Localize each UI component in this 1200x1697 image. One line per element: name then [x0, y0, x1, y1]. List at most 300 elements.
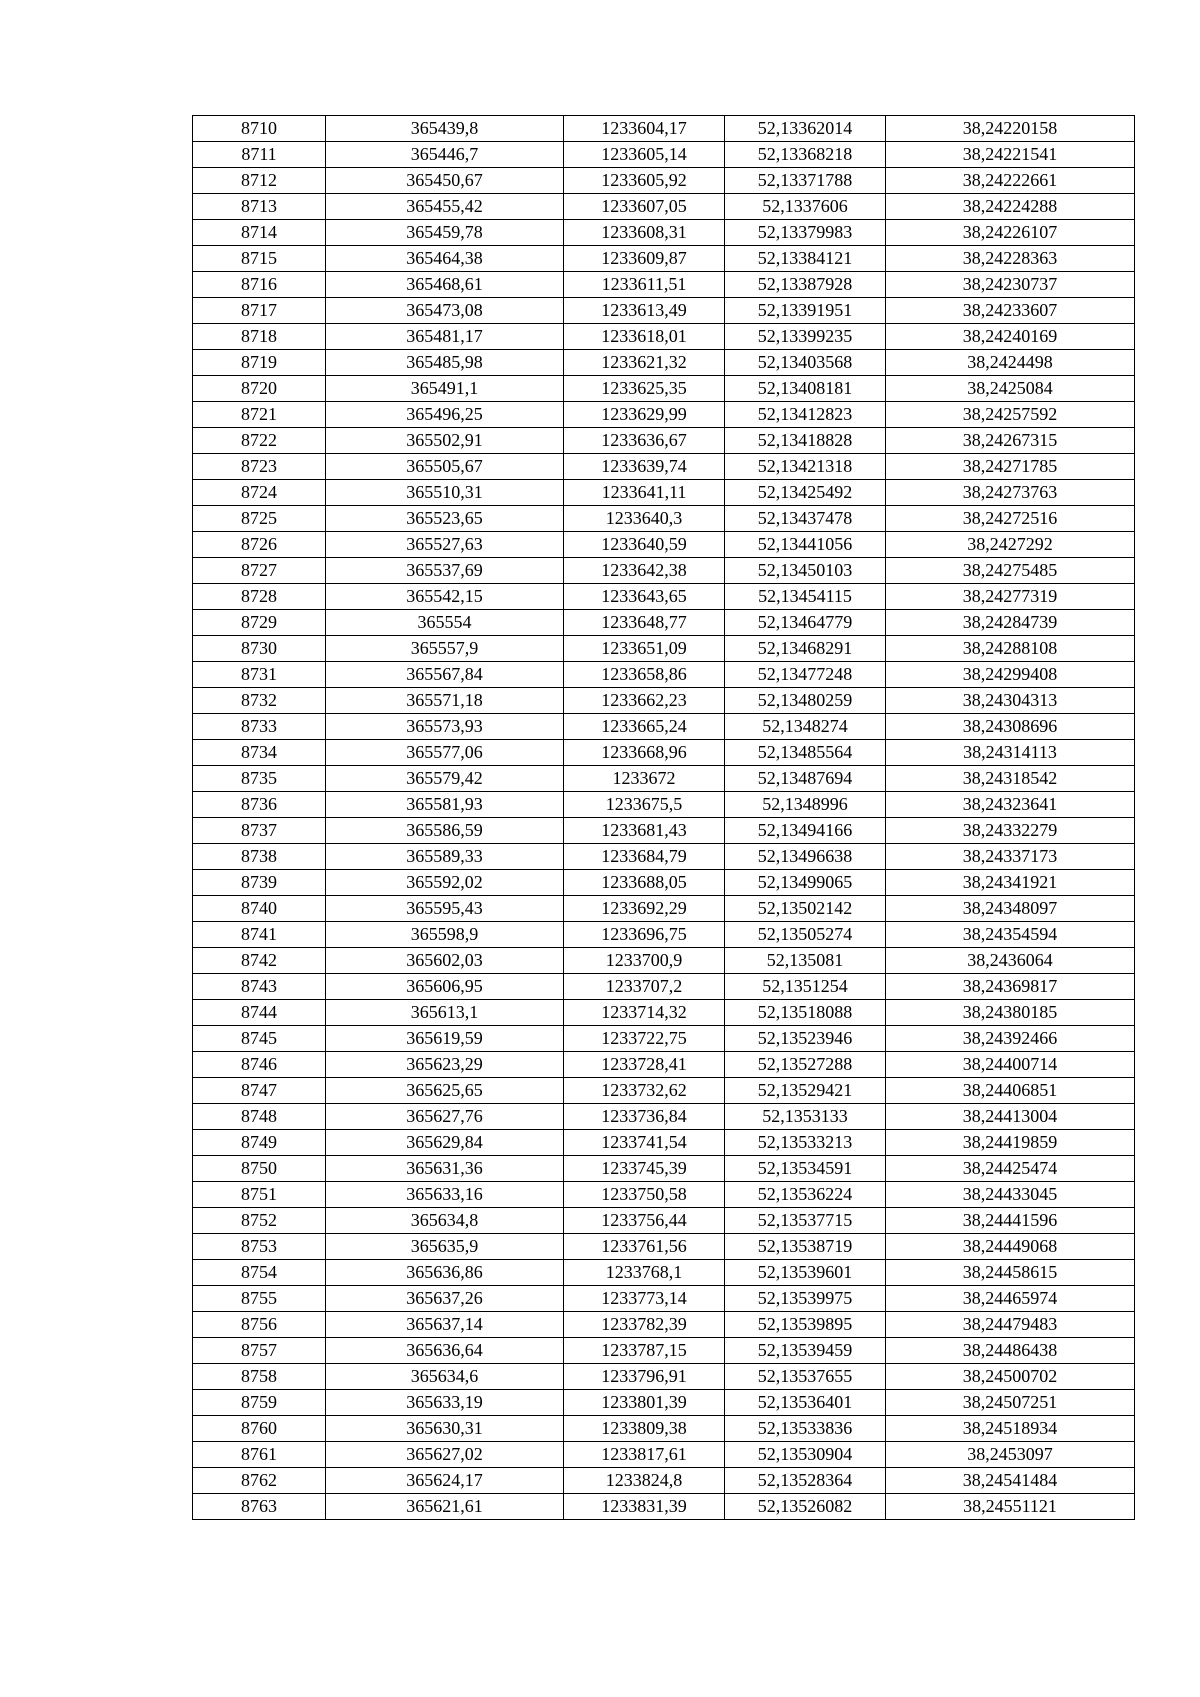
latitude-cell: 52,13368218	[725, 142, 886, 168]
longitude-cell: 38,24551121	[886, 1494, 1135, 1520]
table-row	[193, 922, 1135, 948]
latitude-cell: 52,13441056	[725, 532, 886, 558]
longitude-cell: 38,24354594	[886, 922, 1135, 948]
table-row	[193, 1026, 1135, 1052]
longitude-cell: 38,24337173	[886, 844, 1135, 870]
table-row	[193, 116, 1135, 142]
latitude-cell: 52,13480259	[725, 688, 886, 714]
y-coordinate-cell: 1233643,65	[564, 584, 725, 610]
y-coordinate-cell: 1233796,91	[564, 1364, 725, 1390]
latitude-cell: 52,13454115	[725, 584, 886, 610]
x-coordinate-cell: 365634,8	[326, 1208, 564, 1234]
longitude-cell: 38,24449068	[886, 1234, 1135, 1260]
latitude-cell: 52,13528364	[725, 1468, 886, 1494]
y-coordinate-cell: 1233675,5	[564, 792, 725, 818]
longitude-cell: 38,24479483	[886, 1312, 1135, 1338]
table-row	[193, 194, 1135, 220]
point-number-cell: 8722	[193, 428, 326, 454]
latitude-cell: 52,13408181	[725, 376, 886, 402]
y-coordinate-cell: 1233809,38	[564, 1416, 725, 1442]
point-number-cell: 8721	[193, 402, 326, 428]
latitude-cell: 52,13412823	[725, 402, 886, 428]
latitude-cell: 52,13533213	[725, 1130, 886, 1156]
y-coordinate-cell: 1233605,14	[564, 142, 725, 168]
latitude-cell: 52,13505274	[725, 922, 886, 948]
point-number-cell: 8744	[193, 1000, 326, 1026]
point-number-cell: 8729	[193, 610, 326, 636]
table-row	[193, 506, 1135, 532]
table-row	[193, 714, 1135, 740]
longitude-cell: 38,24518934	[886, 1416, 1135, 1442]
table-row	[193, 1338, 1135, 1364]
x-coordinate-cell: 365633,19	[326, 1390, 564, 1416]
table-row	[193, 584, 1135, 610]
table-row	[193, 766, 1135, 792]
longitude-cell: 38,24267315	[886, 428, 1135, 454]
x-coordinate-cell: 365464,38	[326, 246, 564, 272]
longitude-cell: 38,2424498	[886, 350, 1135, 376]
y-coordinate-cell: 1233613,49	[564, 298, 725, 324]
table-row	[193, 1390, 1135, 1416]
table-row	[193, 1104, 1135, 1130]
x-coordinate-cell: 365496,25	[326, 402, 564, 428]
x-coordinate-cell: 365579,42	[326, 766, 564, 792]
longitude-cell: 38,24392466	[886, 1026, 1135, 1052]
y-coordinate-cell: 1233801,39	[564, 1390, 725, 1416]
table-row	[193, 324, 1135, 350]
y-coordinate-cell: 1233817,61	[564, 1442, 725, 1468]
latitude-cell: 52,13468291	[725, 636, 886, 662]
point-number-cell: 8734	[193, 740, 326, 766]
longitude-cell: 38,24500702	[886, 1364, 1135, 1390]
longitude-cell: 38,24222661	[886, 168, 1135, 194]
point-number-cell: 8759	[193, 1390, 326, 1416]
table-row	[193, 298, 1135, 324]
longitude-cell: 38,24541484	[886, 1468, 1135, 1494]
table-row	[193, 1182, 1135, 1208]
coordinates-table	[192, 115, 1135, 1520]
x-coordinate-cell: 365473,08	[326, 298, 564, 324]
longitude-cell: 38,24288108	[886, 636, 1135, 662]
longitude-cell: 38,24304313	[886, 688, 1135, 714]
y-coordinate-cell: 1233773,14	[564, 1286, 725, 1312]
y-coordinate-cell: 1233639,74	[564, 454, 725, 480]
table-row	[193, 1052, 1135, 1078]
coordinates-table-body	[193, 116, 1135, 1520]
latitude-cell: 52,1348996	[725, 792, 886, 818]
table-row	[193, 402, 1135, 428]
y-coordinate-cell: 1233684,79	[564, 844, 725, 870]
point-number-cell: 8717	[193, 298, 326, 324]
x-coordinate-cell: 365595,43	[326, 896, 564, 922]
point-number-cell: 8762	[193, 1468, 326, 1494]
x-coordinate-cell: 365637,14	[326, 1312, 564, 1338]
latitude-cell: 52,1353133	[725, 1104, 886, 1130]
x-coordinate-cell: 365505,67	[326, 454, 564, 480]
longitude-cell: 38,24380185	[886, 1000, 1135, 1026]
longitude-cell: 38,24458615	[886, 1260, 1135, 1286]
longitude-cell: 38,24226107	[886, 220, 1135, 246]
x-coordinate-cell: 365621,61	[326, 1494, 564, 1520]
y-coordinate-cell: 1233668,96	[564, 740, 725, 766]
point-number-cell: 8747	[193, 1078, 326, 1104]
x-coordinate-cell: 365459,78	[326, 220, 564, 246]
longitude-cell: 38,24323641	[886, 792, 1135, 818]
x-coordinate-cell: 365586,59	[326, 818, 564, 844]
table-row	[193, 662, 1135, 688]
latitude-cell: 52,13530904	[725, 1442, 886, 1468]
y-coordinate-cell: 1233618,01	[564, 324, 725, 350]
latitude-cell: 52,1337606	[725, 194, 886, 220]
longitude-cell: 38,24348097	[886, 896, 1135, 922]
point-number-cell: 8745	[193, 1026, 326, 1052]
longitude-cell: 38,2425084	[886, 376, 1135, 402]
point-number-cell: 8738	[193, 844, 326, 870]
y-coordinate-cell: 1233692,29	[564, 896, 725, 922]
x-coordinate-cell: 365630,31	[326, 1416, 564, 1442]
table-row	[193, 636, 1135, 662]
latitude-cell: 52,13485564	[725, 740, 886, 766]
point-number-cell: 8712	[193, 168, 326, 194]
latitude-cell: 52,13538719	[725, 1234, 886, 1260]
x-coordinate-cell: 365502,91	[326, 428, 564, 454]
longitude-cell: 38,24486438	[886, 1338, 1135, 1364]
y-coordinate-cell: 1233604,17	[564, 116, 725, 142]
latitude-cell: 52,13537715	[725, 1208, 886, 1234]
table-row	[193, 272, 1135, 298]
x-coordinate-cell: 365450,67	[326, 168, 564, 194]
latitude-cell: 52,13499065	[725, 870, 886, 896]
x-coordinate-cell: 365446,7	[326, 142, 564, 168]
y-coordinate-cell: 1233648,77	[564, 610, 725, 636]
longitude-cell: 38,24369817	[886, 974, 1135, 1000]
x-coordinate-cell: 365542,15	[326, 584, 564, 610]
latitude-cell: 52,1351254	[725, 974, 886, 1000]
longitude-cell: 38,24220158	[886, 116, 1135, 142]
point-number-cell: 8710	[193, 116, 326, 142]
table-row	[193, 168, 1135, 194]
latitude-cell: 52,135081	[725, 948, 886, 974]
point-number-cell: 8724	[193, 480, 326, 506]
point-number-cell: 8735	[193, 766, 326, 792]
table-row	[193, 1234, 1135, 1260]
y-coordinate-cell: 1233750,58	[564, 1182, 725, 1208]
y-coordinate-cell: 1233688,05	[564, 870, 725, 896]
x-coordinate-cell: 365623,29	[326, 1052, 564, 1078]
latitude-cell: 52,13523946	[725, 1026, 886, 1052]
longitude-cell: 38,24228363	[886, 246, 1135, 272]
point-number-cell: 8752	[193, 1208, 326, 1234]
x-coordinate-cell: 365619,59	[326, 1026, 564, 1052]
y-coordinate-cell: 1233658,86	[564, 662, 725, 688]
y-coordinate-cell: 1233768,1	[564, 1260, 725, 1286]
table-row	[193, 818, 1135, 844]
table-row	[193, 1000, 1135, 1026]
point-number-cell: 8748	[193, 1104, 326, 1130]
x-coordinate-cell: 365627,76	[326, 1104, 564, 1130]
point-number-cell: 8751	[193, 1182, 326, 1208]
y-coordinate-cell: 1233707,2	[564, 974, 725, 1000]
table-row	[193, 1364, 1135, 1390]
y-coordinate-cell: 1233745,39	[564, 1156, 725, 1182]
longitude-cell: 38,24433045	[886, 1182, 1135, 1208]
x-coordinate-cell: 365624,17	[326, 1468, 564, 1494]
longitude-cell: 38,24507251	[886, 1390, 1135, 1416]
longitude-cell: 38,24221541	[886, 142, 1135, 168]
longitude-cell: 38,24284739	[886, 610, 1135, 636]
x-coordinate-cell: 365637,26	[326, 1286, 564, 1312]
longitude-cell: 38,24273763	[886, 480, 1135, 506]
latitude-cell: 52,13526082	[725, 1494, 886, 1520]
latitude-cell: 52,13437478	[725, 506, 886, 532]
latitude-cell: 52,13529421	[725, 1078, 886, 1104]
point-number-cell: 8763	[193, 1494, 326, 1520]
point-number-cell: 8732	[193, 688, 326, 714]
table-row	[193, 350, 1135, 376]
point-number-cell: 8714	[193, 220, 326, 246]
latitude-cell: 52,13518088	[725, 1000, 886, 1026]
longitude-cell: 38,24308696	[886, 714, 1135, 740]
point-number-cell: 8740	[193, 896, 326, 922]
latitude-cell: 52,13539459	[725, 1338, 886, 1364]
x-coordinate-cell: 365527,63	[326, 532, 564, 558]
x-coordinate-cell: 365455,42	[326, 194, 564, 220]
table-row	[193, 558, 1135, 584]
x-coordinate-cell: 365598,9	[326, 922, 564, 948]
x-coordinate-cell: 365439,8	[326, 116, 564, 142]
latitude-cell: 52,13477248	[725, 662, 886, 688]
longitude-cell: 38,24224288	[886, 194, 1135, 220]
y-coordinate-cell: 1233621,32	[564, 350, 725, 376]
table-row	[193, 1130, 1135, 1156]
y-coordinate-cell: 1233756,44	[564, 1208, 725, 1234]
longitude-cell: 38,24230737	[886, 272, 1135, 298]
table-row	[193, 1312, 1135, 1338]
latitude-cell: 52,13536401	[725, 1390, 886, 1416]
y-coordinate-cell: 1233696,75	[564, 922, 725, 948]
y-coordinate-cell: 1233672	[564, 766, 725, 792]
x-coordinate-cell: 365636,86	[326, 1260, 564, 1286]
longitude-cell: 38,24419859	[886, 1130, 1135, 1156]
point-number-cell: 8761	[193, 1442, 326, 1468]
table-row	[193, 246, 1135, 272]
y-coordinate-cell: 1233722,75	[564, 1026, 725, 1052]
point-number-cell: 8720	[193, 376, 326, 402]
point-number-cell: 8730	[193, 636, 326, 662]
y-coordinate-cell: 1233787,15	[564, 1338, 725, 1364]
latitude-cell: 52,13425492	[725, 480, 886, 506]
table-row	[193, 948, 1135, 974]
longitude-cell: 38,2427292	[886, 532, 1135, 558]
longitude-cell: 38,24233607	[886, 298, 1135, 324]
point-number-cell: 8736	[193, 792, 326, 818]
latitude-cell: 52,13362014	[725, 116, 886, 142]
table-row	[193, 376, 1135, 402]
point-number-cell: 8739	[193, 870, 326, 896]
point-number-cell: 8749	[193, 1130, 326, 1156]
y-coordinate-cell: 1233665,24	[564, 714, 725, 740]
table-row	[193, 1494, 1135, 1520]
point-number-cell: 8727	[193, 558, 326, 584]
x-coordinate-cell: 365635,9	[326, 1234, 564, 1260]
x-coordinate-cell: 365573,93	[326, 714, 564, 740]
x-coordinate-cell: 365606,95	[326, 974, 564, 1000]
longitude-cell: 38,24441596	[886, 1208, 1135, 1234]
y-coordinate-cell: 1233641,11	[564, 480, 725, 506]
x-coordinate-cell: 365523,65	[326, 506, 564, 532]
y-coordinate-cell: 1233625,35	[564, 376, 725, 402]
x-coordinate-cell: 365481,17	[326, 324, 564, 350]
latitude-cell: 52,13536224	[725, 1182, 886, 1208]
y-coordinate-cell: 1233736,84	[564, 1104, 725, 1130]
longitude-cell: 38,24272516	[886, 506, 1135, 532]
latitude-cell: 52,13391951	[725, 298, 886, 324]
table-row	[193, 454, 1135, 480]
x-coordinate-cell: 365537,69	[326, 558, 564, 584]
point-number-cell: 8743	[193, 974, 326, 1000]
latitude-cell: 52,13537655	[725, 1364, 886, 1390]
latitude-cell: 52,13533836	[725, 1416, 886, 1442]
point-number-cell: 8711	[193, 142, 326, 168]
table-row	[193, 1442, 1135, 1468]
x-coordinate-cell: 365567,84	[326, 662, 564, 688]
x-coordinate-cell: 365592,02	[326, 870, 564, 896]
latitude-cell: 52,13464779	[725, 610, 886, 636]
longitude-cell: 38,24406851	[886, 1078, 1135, 1104]
point-number-cell: 8742	[193, 948, 326, 974]
table-row	[193, 896, 1135, 922]
longitude-cell: 38,24299408	[886, 662, 1135, 688]
longitude-cell: 38,24341921	[886, 870, 1135, 896]
latitude-cell: 52,13539601	[725, 1260, 886, 1286]
latitude-cell: 52,13418828	[725, 428, 886, 454]
y-coordinate-cell: 1233782,39	[564, 1312, 725, 1338]
y-coordinate-cell: 1233700,9	[564, 948, 725, 974]
longitude-cell: 38,24425474	[886, 1156, 1135, 1182]
point-number-cell: 8750	[193, 1156, 326, 1182]
x-coordinate-cell: 365571,18	[326, 688, 564, 714]
point-number-cell: 8746	[193, 1052, 326, 1078]
point-number-cell: 8728	[193, 584, 326, 610]
point-number-cell: 8760	[193, 1416, 326, 1442]
point-number-cell: 8716	[193, 272, 326, 298]
longitude-cell: 38,24465974	[886, 1286, 1135, 1312]
y-coordinate-cell: 1233636,67	[564, 428, 725, 454]
table-row	[193, 1286, 1135, 1312]
point-number-cell: 8723	[193, 454, 326, 480]
point-number-cell: 8758	[193, 1364, 326, 1390]
table-row	[193, 1156, 1135, 1182]
x-coordinate-cell: 365633,16	[326, 1182, 564, 1208]
x-coordinate-cell: 365636,64	[326, 1338, 564, 1364]
longitude-cell: 38,2436064	[886, 948, 1135, 974]
y-coordinate-cell: 1233761,56	[564, 1234, 725, 1260]
longitude-cell: 38,24240169	[886, 324, 1135, 350]
y-coordinate-cell: 1233609,87	[564, 246, 725, 272]
x-coordinate-cell: 365625,65	[326, 1078, 564, 1104]
table-row	[193, 740, 1135, 766]
x-coordinate-cell: 365491,1	[326, 376, 564, 402]
latitude-cell: 52,13379983	[725, 220, 886, 246]
table-row	[193, 870, 1135, 896]
table-row	[193, 1208, 1135, 1234]
table-row	[193, 1468, 1135, 1494]
y-coordinate-cell: 1233605,92	[564, 168, 725, 194]
y-coordinate-cell: 1233714,32	[564, 1000, 725, 1026]
point-number-cell: 8754	[193, 1260, 326, 1286]
latitude-cell: 52,13384121	[725, 246, 886, 272]
longitude-cell: 38,24400714	[886, 1052, 1135, 1078]
point-number-cell: 8726	[193, 532, 326, 558]
longitude-cell: 38,24332279	[886, 818, 1135, 844]
table-row	[193, 1260, 1135, 1286]
point-number-cell: 8718	[193, 324, 326, 350]
table-row	[193, 844, 1135, 870]
latitude-cell: 52,13421318	[725, 454, 886, 480]
longitude-cell: 38,24277319	[886, 584, 1135, 610]
y-coordinate-cell: 1233640,3	[564, 506, 725, 532]
x-coordinate-cell: 365557,9	[326, 636, 564, 662]
table-row	[193, 1416, 1135, 1442]
latitude-cell: 52,13450103	[725, 558, 886, 584]
x-coordinate-cell: 365629,84	[326, 1130, 564, 1156]
x-coordinate-cell: 365577,06	[326, 740, 564, 766]
y-coordinate-cell: 1233681,43	[564, 818, 725, 844]
point-number-cell: 8725	[193, 506, 326, 532]
latitude-cell: 52,13387928	[725, 272, 886, 298]
table-row	[193, 220, 1135, 246]
y-coordinate-cell: 1233611,51	[564, 272, 725, 298]
y-coordinate-cell: 1233831,39	[564, 1494, 725, 1520]
point-number-cell: 8753	[193, 1234, 326, 1260]
y-coordinate-cell: 1233824,8	[564, 1468, 725, 1494]
y-coordinate-cell: 1233728,41	[564, 1052, 725, 1078]
point-number-cell: 8737	[193, 818, 326, 844]
longitude-cell: 38,24413004	[886, 1104, 1135, 1130]
x-coordinate-cell: 365589,33	[326, 844, 564, 870]
y-coordinate-cell: 1233640,59	[564, 532, 725, 558]
latitude-cell: 52,13539975	[725, 1286, 886, 1312]
latitude-cell: 52,13403568	[725, 350, 886, 376]
x-coordinate-cell: 365581,93	[326, 792, 564, 818]
x-coordinate-cell: 365554	[326, 610, 564, 636]
x-coordinate-cell: 365613,1	[326, 1000, 564, 1026]
point-number-cell: 8713	[193, 194, 326, 220]
y-coordinate-cell: 1233741,54	[564, 1130, 725, 1156]
latitude-cell: 52,13502142	[725, 896, 886, 922]
longitude-cell: 38,24275485	[886, 558, 1135, 584]
x-coordinate-cell: 365634,6	[326, 1364, 564, 1390]
x-coordinate-cell: 365510,31	[326, 480, 564, 506]
point-number-cell: 8741	[193, 922, 326, 948]
y-coordinate-cell: 1233608,31	[564, 220, 725, 246]
x-coordinate-cell: 365631,36	[326, 1156, 564, 1182]
longitude-cell: 38,24257592	[886, 402, 1135, 428]
y-coordinate-cell: 1233651,09	[564, 636, 725, 662]
x-coordinate-cell: 365468,61	[326, 272, 564, 298]
x-coordinate-cell: 365602,03	[326, 948, 564, 974]
table-row	[193, 532, 1135, 558]
y-coordinate-cell: 1233629,99	[564, 402, 725, 428]
table-row	[193, 480, 1135, 506]
table-row	[193, 610, 1135, 636]
y-coordinate-cell: 1233607,05	[564, 194, 725, 220]
longitude-cell: 38,2453097	[886, 1442, 1135, 1468]
table-row	[193, 688, 1135, 714]
table-row	[193, 792, 1135, 818]
point-number-cell: 8715	[193, 246, 326, 272]
table-row	[193, 428, 1135, 454]
